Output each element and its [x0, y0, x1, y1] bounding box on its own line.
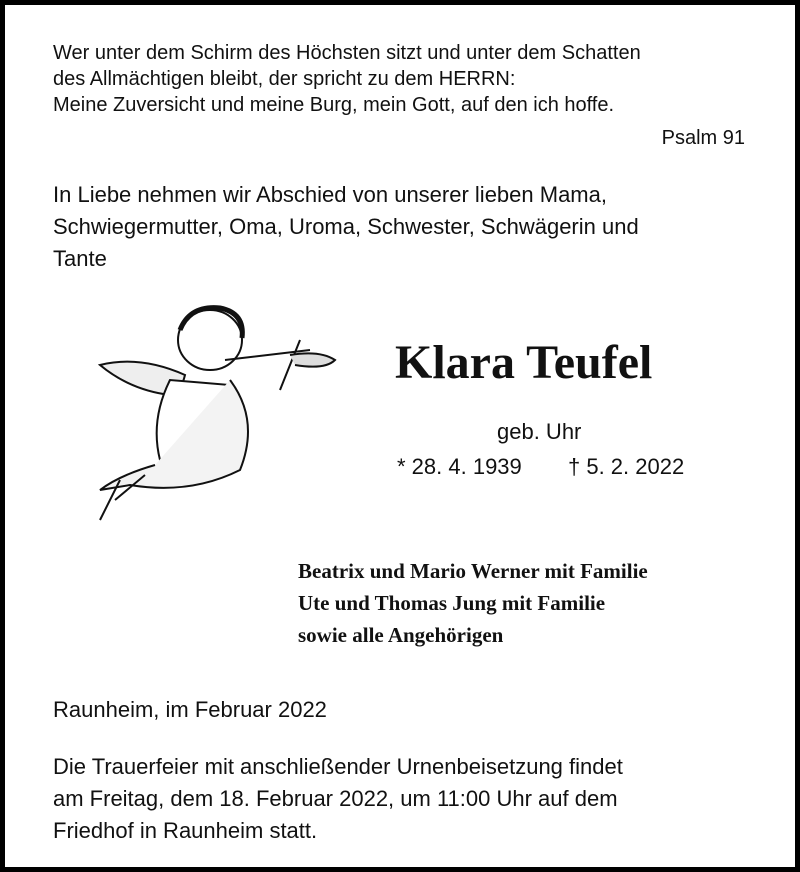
mourner-line: Beatrix und Mario Werner mit Familie — [298, 559, 648, 583]
birth-date: * 28. 4. 1939 — [397, 454, 522, 479]
maiden-name: geb. Uhr — [497, 419, 582, 444]
ceremony-line: am Freitag, dem 18. Februar 2022, um 11:00 Uhr auf dem — [53, 786, 618, 811]
ceremony-line: Friedhof in Raunheim statt. — [53, 818, 318, 843]
deceased-name: Klara Teufel — [395, 336, 653, 389]
angel-violin-illustration — [50, 300, 340, 525]
mourner-line: sowie alle Angehörigen — [298, 623, 504, 647]
verse-line: Wer unter dem Schirm des Höchsten sitzt und unter dem Schatten — [53, 42, 641, 64]
verse-line: des Allmächtigen bleibt, der spricht zu dem HERRN: — [53, 68, 516, 90]
intro-line: Schwiegermutter, Oma, Uroma, Schwester, Schwägerin und — [53, 214, 639, 239]
ceremony-line: Die Trauerfeier mit anschließender Urnenbeisetzung findet — [53, 754, 623, 779]
place-date: Raunheim, im Februar 2022 — [53, 697, 327, 722]
intro-line: In Liebe nehmen wir Abschied von unserer lieben Mama, — [53, 182, 607, 207]
death-date: † 5. 2. 2022 — [568, 454, 685, 479]
verse-line: Meine Zuversicht und meine Burg, mein Gott, auf den ich hoffe. — [53, 94, 615, 116]
verse-source: Psalm 91 — [661, 127, 745, 149]
intro-line: Tante — [53, 246, 107, 271]
mourner-line: Ute und Thomas Jung mit Familie — [298, 591, 606, 615]
